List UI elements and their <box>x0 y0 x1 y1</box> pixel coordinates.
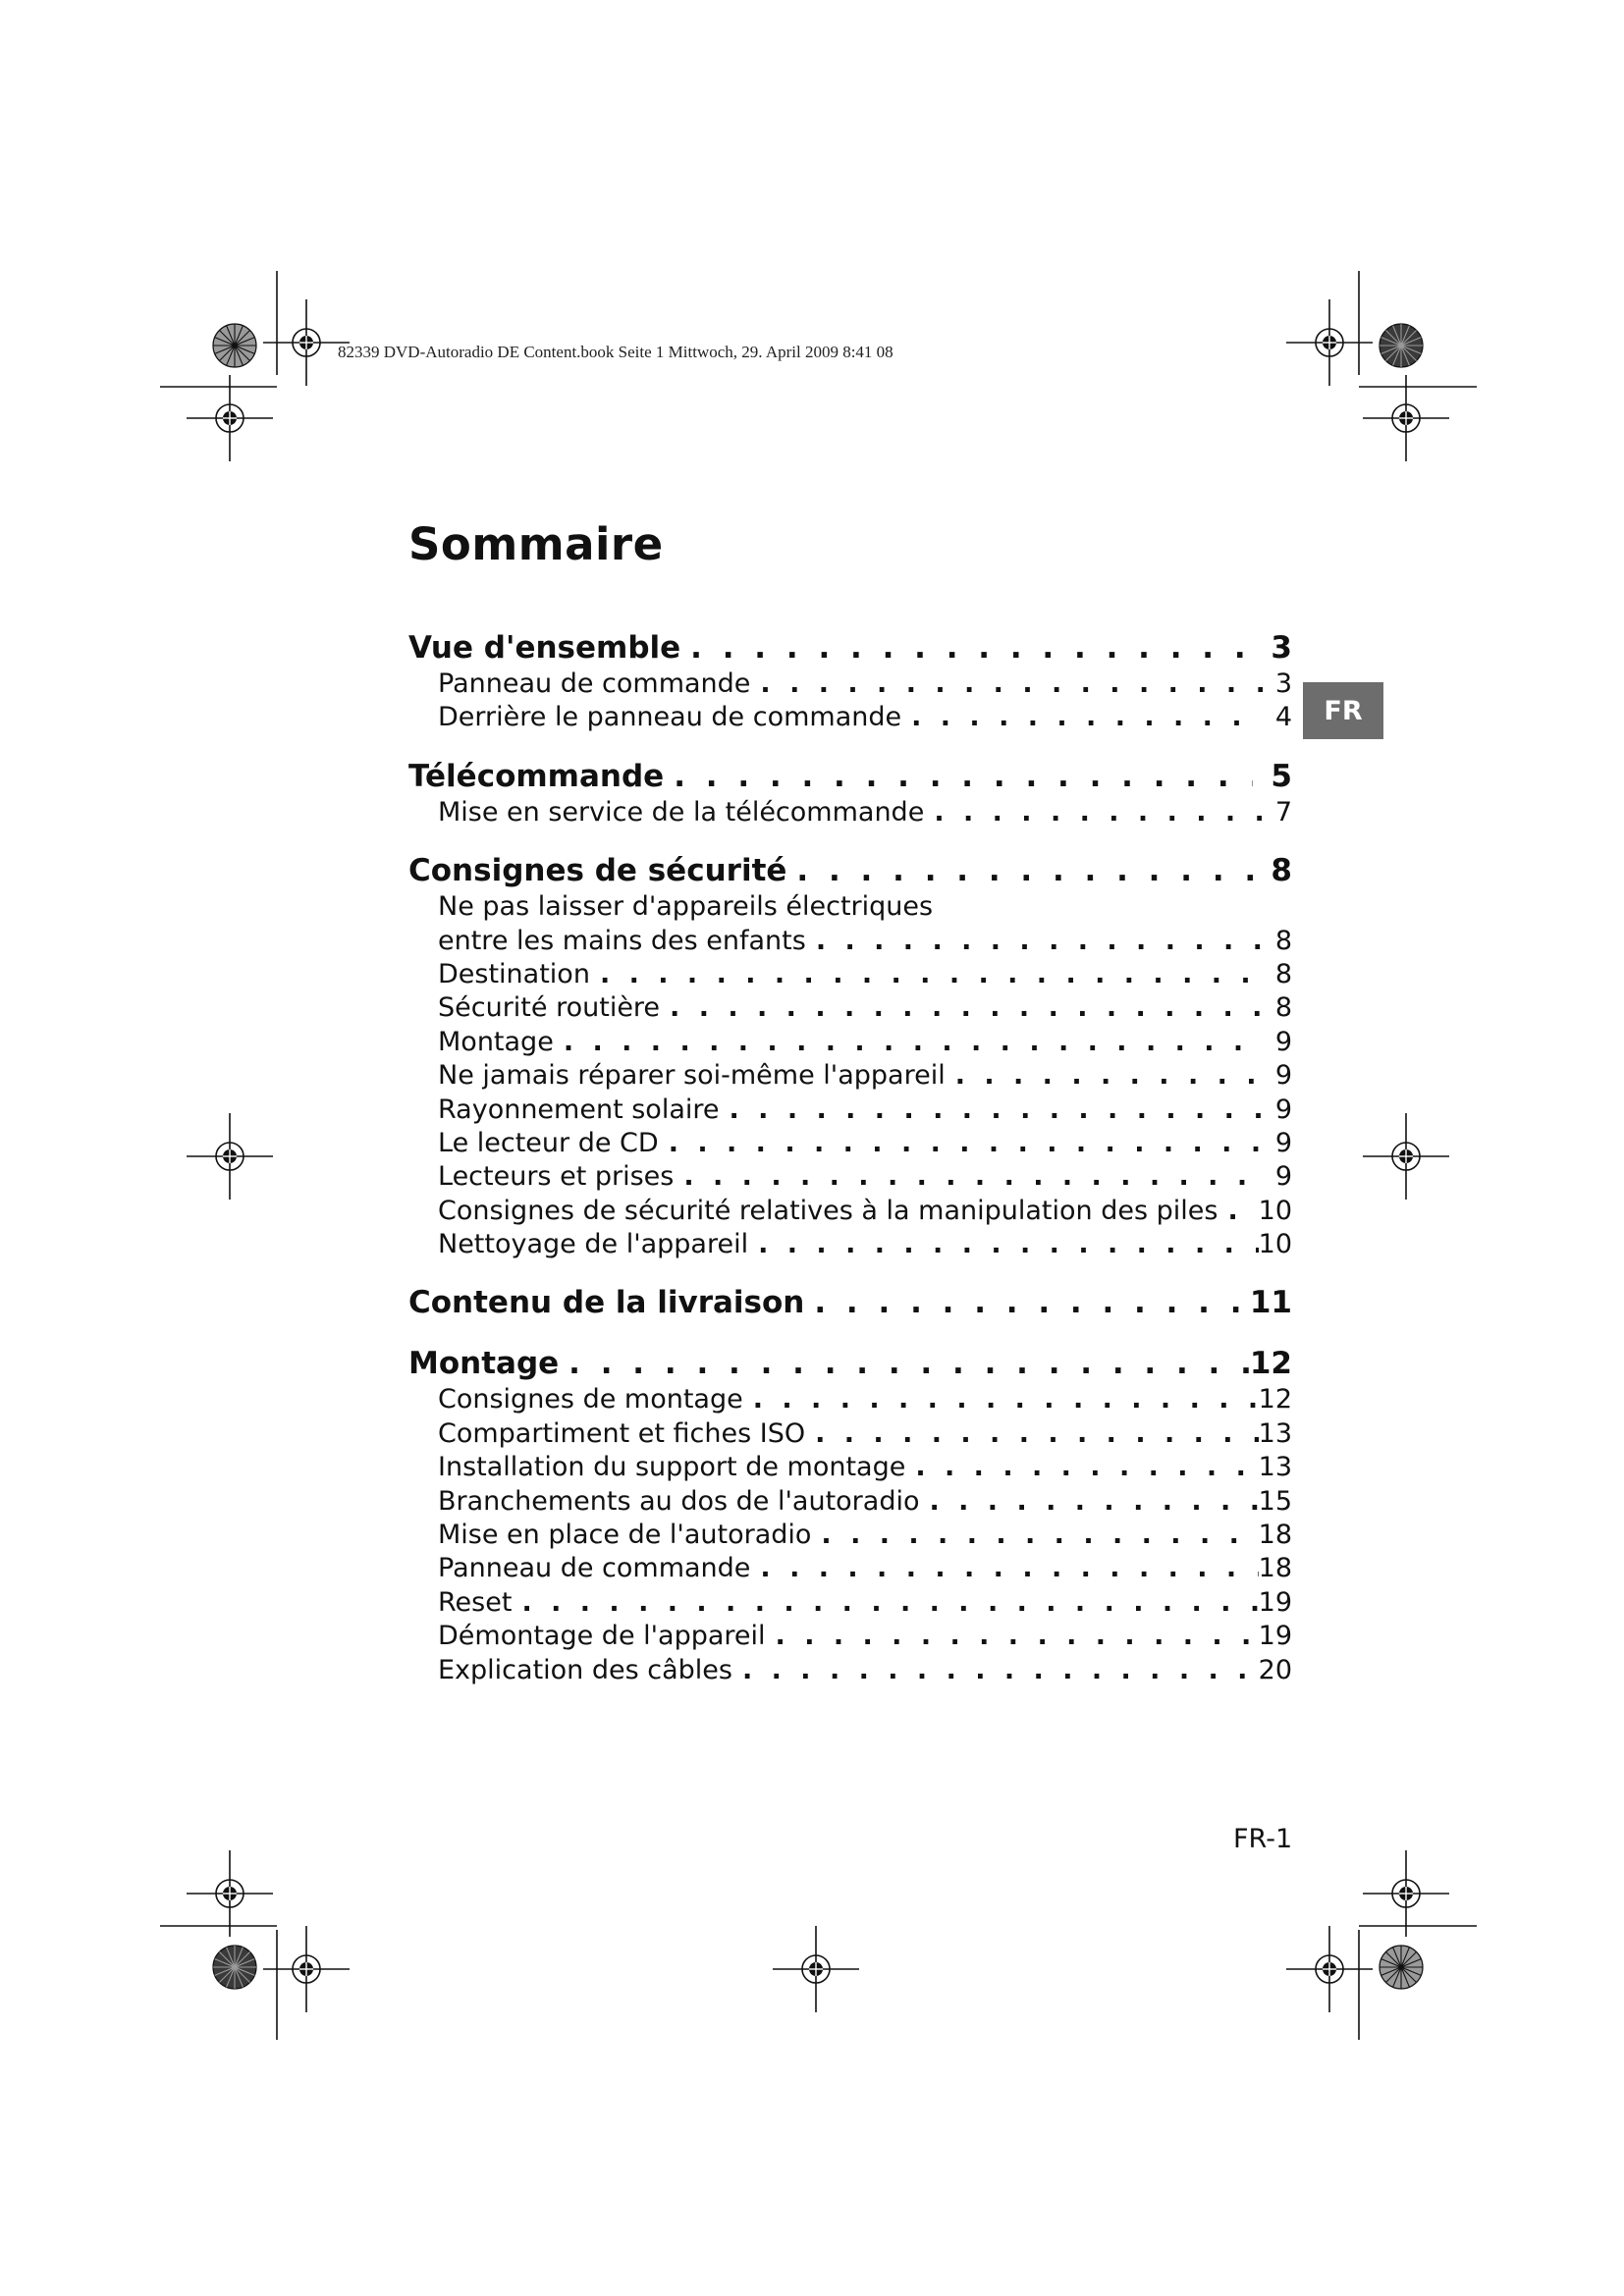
dot-leader <box>664 757 1253 796</box>
dot-leader <box>804 1283 1250 1322</box>
page-number: FR-1 <box>1233 1824 1293 1854</box>
toc-entry[interactable] <box>408 1026 1292 1059</box>
toc-heading[interactable] <box>408 628 1292 667</box>
toc-entry-page: 15 <box>1258 1485 1292 1517</box>
toc-entry[interactable] <box>408 1228 1292 1261</box>
toc-entry[interactable] <box>408 925 1292 958</box>
dot-leader <box>559 1344 1250 1383</box>
toc-entry-page: 9 <box>1274 1026 1292 1057</box>
toc-entry-label: Mise en place de l'autoradio <box>438 1520 812 1551</box>
dot-leader <box>924 796 1263 829</box>
dot-leader <box>811 1519 1258 1552</box>
toc-entry-page: 12 <box>1258 1384 1292 1415</box>
toc-entry-page: 9 <box>1274 1060 1292 1092</box>
toc-entry-label: Reset <box>438 1586 513 1618</box>
toc-entry-label: Lecteurs et prises <box>438 1161 675 1193</box>
toc-entry-page: 19 <box>1258 1621 1292 1652</box>
toc-entry[interactable] <box>408 1519 1292 1552</box>
dot-leader <box>512 1586 1258 1620</box>
dot-leader <box>590 958 1263 991</box>
toc-entry[interactable] <box>408 1127 1292 1160</box>
toc-entry-page: 8 <box>1274 958 1292 989</box>
toc-heading-page: 8 <box>1271 853 1292 889</box>
dot-leader <box>748 1228 1259 1261</box>
toc-entry-label: Derrière le panneau de commande <box>438 702 902 733</box>
toc-entry-page: 4 <box>1274 702 1292 733</box>
toc-heading-label: Contenu de la livraison <box>408 1285 805 1321</box>
toc-entry[interactable] <box>408 1195 1292 1228</box>
toc-entry[interactable] <box>408 1059 1292 1093</box>
toc-section <box>408 628 1292 735</box>
toc-entry-label: Nettoyage de l'appareil <box>438 1229 749 1260</box>
dot-leader <box>660 991 1263 1025</box>
dot-leader <box>750 1552 1258 1585</box>
toc-heading-page: 5 <box>1271 758 1292 794</box>
toc-entry[interactable] <box>408 1160 1292 1194</box>
dot-leader <box>919 1485 1258 1519</box>
toc-entry[interactable] <box>408 1552 1292 1585</box>
toc-heading-label: Consignes de sécurité <box>408 853 787 889</box>
toc-entry-label: Démontage de l'appareil <box>438 1621 766 1652</box>
toc-entry-label: Ne pas laisser d'appareils électriques <box>438 891 934 923</box>
toc-entry-label: Consignes de montage <box>438 1384 743 1415</box>
toc-entry-label: Ne jamais réparer soi-même l'appareil <box>438 1060 946 1092</box>
toc-entry-label: Mise en service de la télécommande <box>438 796 925 828</box>
toc-entry-page: 3 <box>1274 668 1292 699</box>
toc-entry[interactable] <box>408 1654 1292 1687</box>
page-title: Sommaire <box>408 518 664 570</box>
toc-heading[interactable] <box>408 757 1292 796</box>
dot-leader <box>732 1654 1259 1687</box>
toc-section <box>408 1283 1292 1322</box>
toc-section <box>408 1344 1292 1687</box>
toc-entry-page: 9 <box>1274 1127 1292 1158</box>
toc-heading-page: 3 <box>1271 630 1292 666</box>
toc-heading-label: Vue d'ensemble <box>408 630 681 666</box>
toc-entry-label: Le lecteur de CD <box>438 1127 659 1158</box>
toc-entry-page: 10 <box>1258 1195 1292 1226</box>
toc-entry-page: 13 <box>1258 1417 1292 1449</box>
dot-leader <box>805 1417 1259 1451</box>
toc-entry[interactable] <box>408 991 1292 1025</box>
toc-entry[interactable] <box>408 1485 1292 1519</box>
toc-entry[interactable] <box>408 1586 1292 1620</box>
dot-leader <box>674 1160 1263 1194</box>
dot-leader <box>743 1383 1259 1416</box>
dot-leader <box>554 1026 1263 1059</box>
toc-entry[interactable] <box>408 1620 1292 1653</box>
toc-entry-label: Rayonnement solaire <box>438 1094 720 1125</box>
dot-leader <box>901 701 1263 734</box>
toc-entry-label: Explication des câbles <box>438 1654 732 1685</box>
dot-leader <box>720 1094 1264 1127</box>
dot-leader <box>946 1059 1263 1093</box>
toc-entry-page: 9 <box>1274 1094 1292 1125</box>
toc-section <box>408 757 1292 829</box>
toc-entry-label: Panneau de commande <box>438 668 751 699</box>
language-tab: FR <box>1303 682 1383 739</box>
toc-entry-label: Destination <box>438 958 590 989</box>
toc-entry-label: Consignes de sécurité relatives à la manipulation des piles <box>438 1195 1218 1226</box>
toc-entry-page: 8 <box>1274 992 1292 1024</box>
toc-entry-label: Montage <box>438 1026 554 1057</box>
toc-entry-page: 18 <box>1258 1520 1292 1551</box>
dot-leader <box>905 1451 1258 1484</box>
toc-heading[interactable] <box>408 851 1292 890</box>
toc-heading-label: Montage <box>408 1346 560 1382</box>
toc-entry[interactable] <box>408 667 1292 701</box>
toc-entry-label: Installation du support de montage <box>438 1452 906 1483</box>
dot-leader <box>680 628 1253 667</box>
table-of-contents <box>408 628 1292 1709</box>
toc-heading[interactable] <box>408 1344 1292 1383</box>
toc-section <box>408 851 1292 1261</box>
toc-heading[interactable] <box>408 1283 1292 1322</box>
toc-entry-label: Panneau de commande <box>438 1553 751 1584</box>
dot-leader <box>806 925 1263 958</box>
toc-entry-page: 8 <box>1274 925 1292 956</box>
toc-entry-label: Branchements au dos de l'autoradio <box>438 1485 920 1517</box>
toc-entry[interactable] <box>408 1417 1292 1451</box>
toc-entry-page: 7 <box>1274 796 1292 828</box>
toc-entry[interactable] <box>408 958 1292 991</box>
toc-entry[interactable] <box>408 796 1292 829</box>
toc-entry[interactable] <box>408 1094 1292 1127</box>
print-slug: 82339 DVD-Autoradio DE Content.book Seite 1 Mittwoch, 29. April 2009 8:41 08 <box>338 343 893 361</box>
dot-leader <box>766 1620 1259 1653</box>
toc-entry-page: 20 <box>1258 1654 1292 1685</box>
toc-entry-label: entre les mains des enfants <box>438 925 806 956</box>
dot-leader <box>659 1127 1263 1160</box>
toc-entry-page: 19 <box>1258 1586 1292 1618</box>
dot-leader <box>786 851 1253 890</box>
toc-entry[interactable] <box>408 890 1292 924</box>
toc-entry[interactable] <box>408 1451 1292 1484</box>
toc-entry[interactable] <box>408 1383 1292 1416</box>
toc-entry-label: Compartiment et fiches ISO <box>438 1417 806 1449</box>
dot-leader <box>750 667 1263 701</box>
toc-entry-page: 13 <box>1258 1452 1292 1483</box>
toc-heading-page: 11 <box>1249 1285 1292 1321</box>
toc-entry-label: Sécurité routière <box>438 992 661 1024</box>
toc-entry-page: 9 <box>1274 1161 1292 1193</box>
dot-leader <box>1218 1195 1258 1228</box>
toc-heading-label: Télécommande <box>408 758 665 794</box>
toc-entry[interactable] <box>408 701 1292 734</box>
toc-heading-page: 12 <box>1249 1346 1292 1382</box>
toc-entry-page: 10 <box>1258 1229 1292 1260</box>
toc-entry-page: 18 <box>1258 1553 1292 1584</box>
